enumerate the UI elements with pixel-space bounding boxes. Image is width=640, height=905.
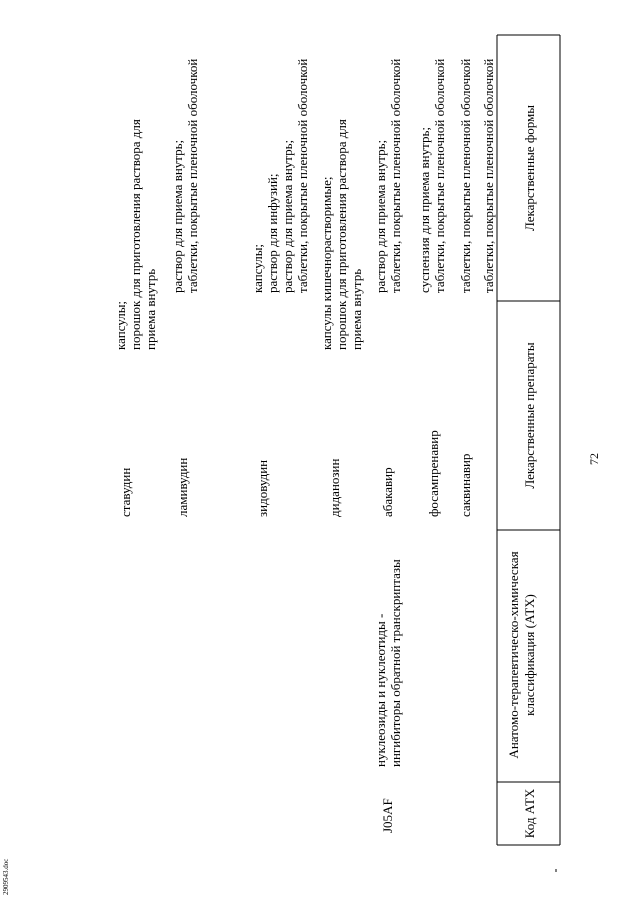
row-3-classification: нуклеозиды и нуклеотиды - ингибиторы обратной транскриптазы bbox=[373, 559, 403, 767]
row-2-drug: фосампренавир bbox=[426, 430, 441, 517]
row-1-drug: саквинавир bbox=[458, 453, 473, 517]
row-2-forms: суспензия для приема внутрь; таблетки, покрытые пленочной оболочкой bbox=[417, 58, 447, 293]
row-4-drug: диданозин bbox=[327, 458, 342, 517]
row-5-drug: зидовудин bbox=[255, 459, 270, 517]
row-6-drug: ламивудин bbox=[175, 457, 190, 517]
header-drugs: Лекарственные препараты bbox=[522, 342, 537, 489]
document-id: 2909543.doc bbox=[2, 858, 10, 895]
row-3-drug: абакавир bbox=[380, 467, 395, 517]
header-code: Код АТХ bbox=[522, 788, 537, 839]
row-0-forms: таблетки, покрытые пленочной оболочкой bbox=[481, 58, 496, 293]
row-3-forms: раствор для приема внутрь; таблетки, покрытые пленочной оболочкой bbox=[373, 58, 403, 293]
row-1-forms: таблетки, покрытые пленочной оболочкой bbox=[458, 58, 473, 293]
row-4-forms: капсулы кишечнорастворимые; порошок для приготовления раствора для приема внутрь bbox=[319, 119, 364, 350]
page-number: 72 bbox=[587, 453, 601, 465]
row-6-forms: раствор для приема внутрь; таблетки, покрытые пленочной оболочкой bbox=[170, 58, 200, 293]
header-classification: Анатомо-терапевтическо-химическая классификация (АТХ) bbox=[506, 551, 537, 759]
row-7-forms: капсулы; порошок для приготовления раствора для приема внутрь bbox=[113, 119, 158, 350]
row-5-forms: капсулы; раствор для инфузий; раствор для приема внутрь; таблетки, покрытые пленочной оболочкой bbox=[250, 58, 310, 293]
row-7-drug: ставудин bbox=[118, 467, 133, 517]
header-forms: Лекарственные формы bbox=[522, 104, 537, 232]
row-3-code: J05AF bbox=[380, 798, 395, 833]
